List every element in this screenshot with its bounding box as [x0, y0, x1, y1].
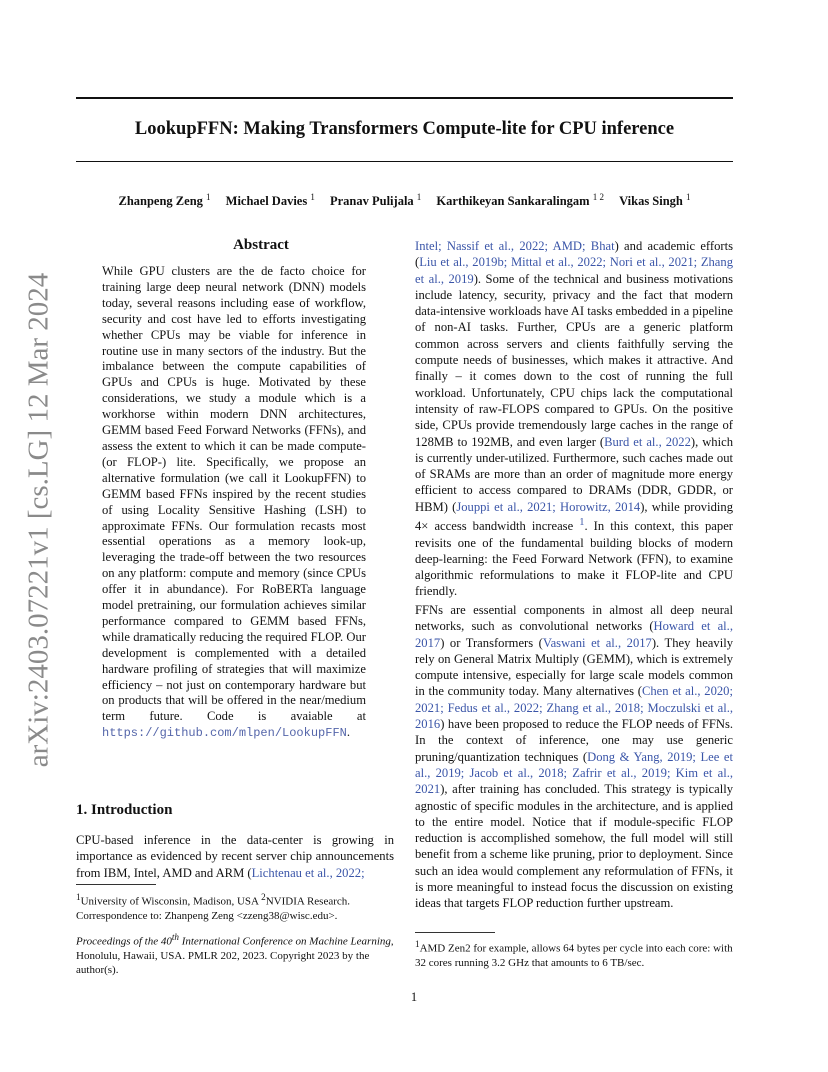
citation-link[interactable]: Howard et al., 2017: [415, 619, 733, 650]
citation-link[interactable]: Burd et al., 2022: [604, 434, 691, 449]
affiliation-footnote: $^1$University of Wisconsin, Madison, USA $^2$NVIDIA Research. Correspondence to: Zhanpeng Zeng <zzeng38@wisc.edu>.: [76, 892, 351, 922]
author-2: Michael Davies $^1$: [225, 192, 315, 209]
citation-link[interactable]: Lichtenau et al., 2022;: [251, 865, 365, 880]
intro-paragraph-right-1: Intel; Nassif et al., 2022; AMD; Bhat) and academic efforts (Liu et al., 2019b; Mittal et al., 2022; Nori et al., 2021; Zhang et al., 2019). Some of the technical and business motivations include latency, security, privacy and the fact that modern data-intensive workloads have AI tasks embedded in a pipeline of non-AI tasks. Further, CPUs are a generic platform common across servers and clients faithfully serving the compute needs of businesses, which makes it attractive. And finally – it comes down to the cost of running the full workload. Unfortunately, CPU chips lack the computational intensity of raw-FLOPS compared to GPUs. On the positive side, CPUs provide tremendously large caches in the range of 128MB to 192MB, and even larger (Burd et al., 2022), which is currently under-utilized. Furthermore, such caches made out of SRAMs are more than an order of magnitude more energy efficient to access compared to DRAMs (DDR, GDDR, or HBM) (Jouppi et al., 2021; Horowitz, 2014), while providing 4× access bandwidth increase $^1$. In this context, this paper revisits one of the fundamental building blocks of modern deep-learning: the Feed Forward Network (FFN), to examine algorithmic reformulations to make it FLOP-lite and CPU friendly.: [415, 239, 733, 599]
citation-link[interactable]: Vaswani et al., 2017: [542, 635, 652, 650]
footnote-rule-left: [76, 884, 156, 885]
bandwidth-footnote: $^1$AMD Zen2 for example, allows 64 bytes per cycle into each core: with 32 cores running 3.2 GHz that amounts to 6 TB/sec.: [415, 939, 733, 969]
citation-link[interactable]: Dong & Yang, 2019; Lee et al., 2019; Jacob et al., 2018; Zafrir et al., 2019; Kim et al., 2021: [415, 749, 733, 797]
author-5: Vikas Singh $^1$: [619, 192, 691, 209]
citation-link[interactable]: Intel; Nassif et al., 2022; AMD; Bhat: [415, 239, 615, 253]
code-link[interactable]: https://github.com/mlpen/LookupFFN: [102, 726, 347, 741]
paper-title: LookupFFN: Making Transformers Compute-lite for CPU inference: [134, 119, 675, 139]
abstract-heading: Abstract: [233, 237, 289, 253]
author-4: Karthikeyan Sankaralingam $^{1 2}$: [436, 192, 604, 209]
author-list: [76, 192, 733, 209]
author-1: Zhanpeng Zeng $^1$: [118, 192, 211, 209]
title-top-rule: [76, 97, 733, 99]
intro-paragraph-left: CPU-based inference in the data-center is growing in importance as evidenced by recent server chip announcements from IBM, Intel, AMD and ARM (Lichtenau et al., 2022;: [76, 833, 394, 880]
proceedings-note: Proceedings of the 40th International Conference on Machine Learning, Honolulu, Hawaii, USA. PMLR 202, 2023. Copyright 2023 by the author(s).: [76, 932, 394, 976]
title-bottom-rule: [76, 161, 733, 162]
citation-link[interactable]: Jouppi et al., 2021; Horowitz, 2014: [456, 499, 641, 514]
section-heading-introduction: 1. Introduction: [76, 802, 173, 818]
citation-link[interactable]: Liu et al., 2019b; Mittal et al., 2022; Nori et al., 2021; Zhang et al., 2019: [415, 255, 733, 286]
page-number: 1: [410, 990, 418, 1004]
author-3: Pranav Pulijala $^1$: [329, 192, 422, 209]
citation-link[interactable]: Chen et al., 2020; 2021; Fedus et al., 2022; Zhang et al., 2018; Moczulski et al., 2016: [415, 684, 733, 732]
abstract-body: While GPU clusters are the de facto choice for training large deep neural network (DNN) models today, several reasons including ease of workflow, security and cost have led to efforts investigating whether CPUs may be viable for inference in routine use in many sectors of the industry. But the imbalance between the compute capabilities of GPUs and CPUs is huge. Motivated by these considerations, we study a module which is a workhorse within modern DNN architectures, GEMM based Feed Forward Networks (FFNs), and assess the extent to which it can be made compute- (or FLOP-) lite. Specifically, we propose an alternative formulation (we call it LookupFFN) to GEMM based FFNs inspired by the recent studies of using Locality Sensitive Hashing (LSH) to approximate FFNs. Our formulation recasts most essential operations as a memory look-up, leveraging the trade-off between the two resources on any platform: compute and memory (since CPUs offer it in abundance). For RoBERTa language model pretraining, our formulation achieves similar performance compared to GEMM based FFNs, while dramatically reducing the required FLOP. Our development is complemented with a detailed hardware profiling of strategies that will maximize efficiency – not just on contemporary hardware but on products that will be offered in the near/medium term future. Code is avaiable at https://github.com/mlpen/LookupFFN.: [102, 264, 366, 741]
footnote-rule-right: [415, 932, 495, 933]
footnote-mark[interactable]: 1: [579, 517, 585, 529]
intro-paragraph-right-2: FFNs are essential components in almost all deep neural networks, such as convolutional networks (Howard et al., 2017) or Transformers (Vaswani et al., 2017). They heavily rely on General Matrix Multiply (GEMM), which is extremely compute intensive, especially for large scale models common in the community today. Many alternatives (Chen et al., 2020; 2021; Fedus et al., 2022; Zhang et al., 2018; Moczulski et al., 2016) have been proposed to reduce the FLOP needs of FFNs. In the context of inference, one may use generic pruning/quantization techniques (Dong & Yang, 2019; Lee et al., 2019; Jacob et al., 2018; Zafrir et al., 2019; Kim et al., 2021), after training has concluded. This strategy is typically agnostic of specific modules in the architecture, and is applied to the entire model. Notice that if module-specific FLOP reduction is accomplished somehow, the full model will still benefit from a scheme like pruning, prior to deployment. Since such an idea would complement any reformulation of FFNs, it is more meaningful to instead focus the discussion on existing ideas that targets FLOP reduction further upstream.: [415, 603, 733, 911]
